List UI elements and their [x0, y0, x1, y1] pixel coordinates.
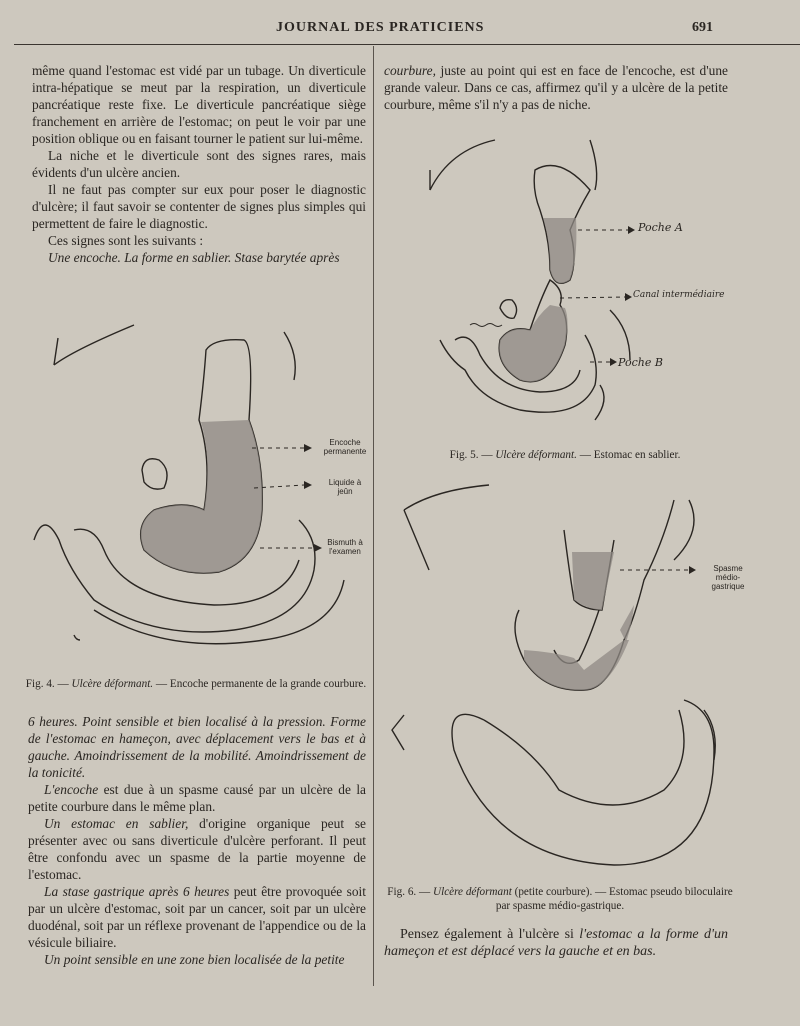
label-encoche: Encoche permanente: [323, 438, 367, 456]
label-bismuth: Bismuth à l'examen: [327, 538, 363, 556]
left-column-bottom: [28, 713, 366, 968]
paragraph-stase: La stase gastrique après 6 heures peut être provoquée soit par un ulcère d'estomac, soit par un cancer, soit par un ulcère duodénal, soit par un réflexe provenant de l'appendice ou de la vésicule biliaire.: [28, 884, 366, 950]
paragraph-hamecon: Pensez également à l'ulcère si l'estomac a la forme d'un hameçon et est déplacé vers la gauche et en bas.: [384, 927, 728, 959]
paragraph-signes: Ces signes sont les suivants :: [48, 233, 204, 248]
paragraph-signs-italic: Une encoche. La forme en sablier. Stase barytée après: [48, 250, 340, 265]
label-spasme: Spasme médio-gastrique: [711, 564, 745, 591]
left-column-top: [32, 62, 366, 266]
figure-5-drawing: [410, 130, 790, 430]
label-liquide: Liquide à jeûn: [328, 478, 362, 496]
label-canal: Canal intermédiaire: [633, 290, 725, 300]
figure-5-caption: Fig. 5. — Ulcère déformant. — Estomac en sablier.: [449, 449, 681, 461]
paragraph-diverticule: même quand l'estomac est vidé par un tubage. Un diverticule intra-hépatique se meut par la respiration, un diverticule pancréatique reste fixe. Le diverticule pancréatique siège franchement en arrière de l'estomac; on peut le voir par une position oblique ou en faisant tourner le patient sur lui-même.: [32, 63, 366, 146]
journal-title: JOURNAL DES PRATICIENS: [276, 20, 485, 35]
figure-6-caption: Fig. 6. — Ulcère déformant (petite courbure). — Estomac pseudo biloculaire par spasme médio-gastrique.: [387, 886, 733, 912]
label-poche-b: Poche B: [618, 356, 663, 369]
page-header: [0, 18, 800, 38]
paragraph-encoche: L'encoche est due à un spasme causé par un ulcère de la petite courbure dans le même plan.: [28, 782, 366, 814]
page-number: 691: [692, 20, 713, 35]
paragraph-diagnostic: Il ne faut pas compter sur eux pour poser le diagnostic d'ulcère; il faut savoir se contenter de signes plus simples qui permettent de faire le diagnostic.: [32, 182, 366, 231]
paragraph-courbure: courbure, juste au point qui est en face de l'encoche, est d'une grande valeur. Dans ce cas, affirmez qu'il y a ulcère de la petite courbure, même s'il n'y a pas de niche.: [384, 63, 728, 112]
paragraph-point-sensible: Un point sensible en une zone bien localisée de la petite: [44, 952, 345, 967]
header-rule: [14, 44, 800, 45]
paragraph-six-hours: 6 heures. Point sensible et bien localisé à la pression. Forme de l'estomac en hameçon, avec déplacement vers le bas et à gauche. Amoindrissement de la mobilité. Amoindrissement de la tonicité.: [28, 714, 366, 780]
label-poche-a: Poche A: [638, 221, 683, 234]
paragraph-niche: La niche et le diverticule sont des signes rares, mais évidents d'un ulcère ancien.: [32, 148, 366, 180]
right-column-top: [384, 62, 728, 113]
paragraph-sablier: Un estomac en sablier, d'origine organique peut se présenter avec ou sans diverticule d'ulcère perforant. Il peut être confondu avec un spasme de la partie moyenne de l'estomac.: [28, 816, 366, 882]
right-column-bottom: [384, 926, 728, 960]
figure-6-drawing: [384, 470, 784, 870]
figure-4-caption: Fig. 4. — Ulcère déformant. — Encoche permanente de la grande courbure.: [25, 678, 367, 690]
